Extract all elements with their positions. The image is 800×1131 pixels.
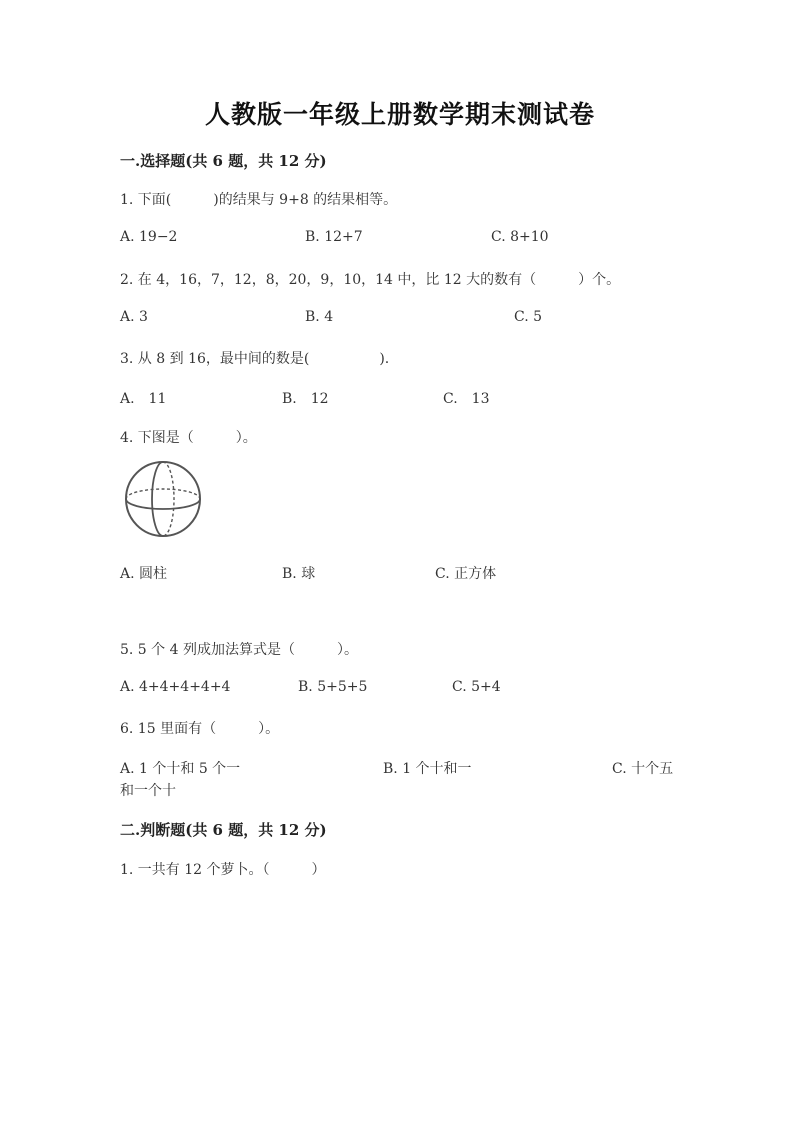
question-3: 3. 从 8 到 16，最中间的数是( ). — [120, 351, 390, 367]
q2-option-a: A. 3 — [120, 309, 148, 325]
question-4: 4. 下图是（ ）。 — [120, 430, 257, 446]
q1-option-b: B. 12+7 — [305, 229, 363, 245]
q6-option-c: C. 十个五 — [612, 761, 674, 777]
q4-option-c: C. 正方体 — [435, 566, 497, 582]
section-heading-judgement: 二.判断题(共 6 题，共 12 分) — [120, 821, 327, 839]
section-heading-choice: 一.选择题(共 6 题，共 12 分) — [120, 152, 327, 170]
sphere-icon — [122, 461, 204, 537]
question-1: 1. 下面( )的结果与 9+8 的结果相等。 — [120, 192, 398, 208]
page-title: 人教版一年级上册数学期末测试卷 — [204, 100, 595, 129]
q3-option-c: C. 13 — [443, 391, 490, 407]
q2-option-b: B. 4 — [305, 309, 334, 325]
q2-option-c: C. 5 — [514, 309, 543, 325]
q5-option-c: C. 5+4 — [452, 679, 501, 695]
q1-option-a: A. 19−2 — [120, 229, 178, 245]
q6-option-a-continuation: 和一个十 — [120, 783, 176, 799]
q4-option-b: B. 球 — [282, 566, 316, 582]
judgement-question-1: 1. 一共有 12 个萝卜。（ ） — [120, 862, 326, 878]
question-2: 2. 在 4，16，7，12，8，20，9，10，14 中，比 12 大的数有（ ）个。 — [120, 272, 621, 288]
question-5: 5. 5 个 4 列成加法算式是（ ）。 — [120, 642, 358, 658]
q6-option-a: A. 1 个十和 5 个一 — [120, 761, 241, 777]
q3-option-b: B. 12 — [282, 391, 329, 407]
q1-option-c: C. 8+10 — [491, 229, 549, 245]
q4-option-a: A. 圆柱 — [120, 566, 168, 582]
q3-option-a: A. 11 — [120, 391, 167, 407]
q5-option-b: B. 5+5+5 — [298, 679, 368, 695]
question-6: 6. 15 里面有（ ）。 — [120, 721, 280, 737]
q5-option-a: A. 4+4+4+4+4 — [120, 679, 231, 695]
q6-option-b: B. 1 个十和一 — [383, 761, 472, 777]
